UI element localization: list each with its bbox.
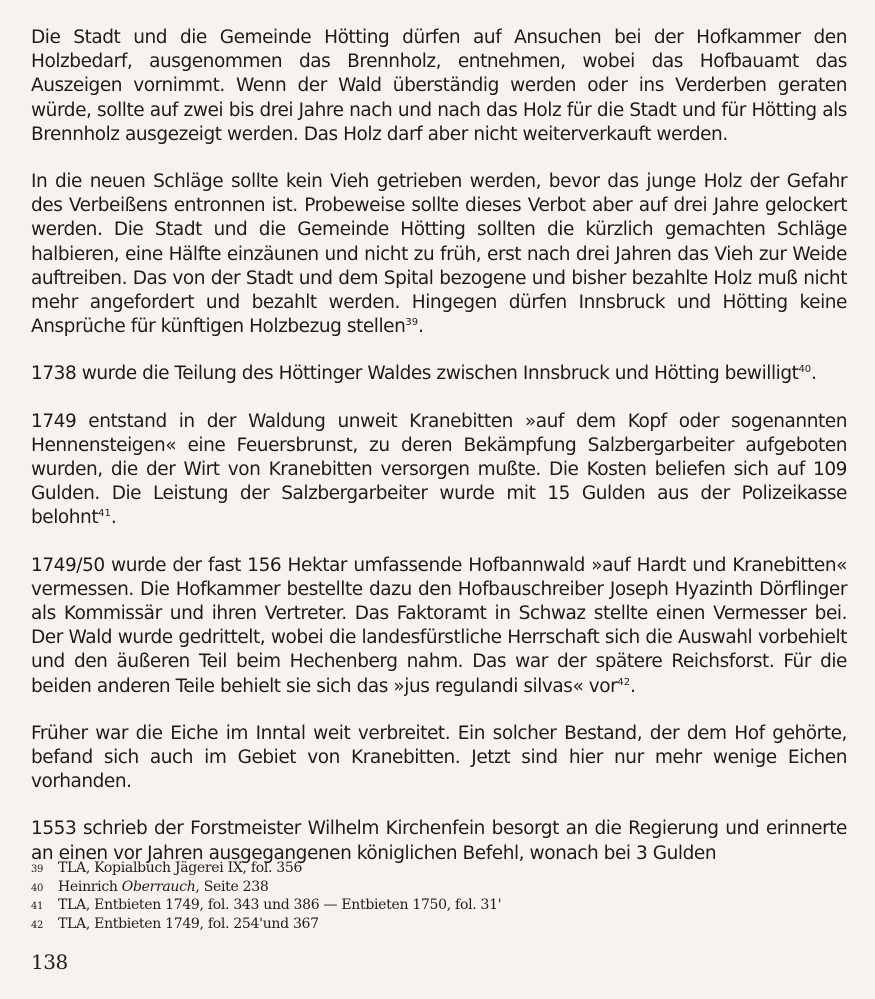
footnote-number: 39 xyxy=(31,864,44,875)
footnote-number: 42 xyxy=(31,919,44,931)
paragraph-tail: . xyxy=(811,363,817,385)
paragraph-text: 1749/50 wurde der fast 156 Hektar umfassende Hofbannwald »auf Hardt und Kranebitten« vermessen. Die Hofkammer bestellte dazu den Hofbauschreiber Joseph Hyazinth Dörflinger als Kommissär und ihren Vertreter. Das Faktoramt in Schwaz stellte einen Vermesser bei. Der Wald wurde gedrittelt, wobei die landesfürstliche Herrschaft sich die Auswahl vorbehielt und den äußeren Teil beim Hechenberg nahm. Das war der spätere Reichsforst. Für die beiden anderen Teile behielt sie sich das »jus regulandi silvas« vor xyxy=(31,554,847,697)
footnote-author: Oberrauch xyxy=(121,878,196,895)
footnote-text xyxy=(58,916,319,934)
footnote-number: 40 xyxy=(31,882,44,894)
paragraph-text: Früher war die Eiche im Inntal weit verbreitet. Ein solcher Bestand, der dem Hof gehörte, befand sich auch im Gebiet von Kranebitten. Jetzt sind hier nur mehr wenige Eichen vorhanden. xyxy=(31,722,847,793)
footnote-ref: 40 xyxy=(798,364,812,376)
paragraph-text: Die Stadt und die Gemeinde Hötting dürfen auf Ansuchen bei der Hofkammer den Holzbedarf, ausgenommen das Brennholz, entnehmen, wobei das Hofbauamt das Auszeigen vornimmt. Wenn der Wald überständig werden oder ins Verderben geraten würde, sollte auf zwei bis drei Jahre nach und nach das Holz für die Stadt und für Hötting als Brennholz ausgezeigt werden. Das Holz darf aber nicht weiterverkauft werden. xyxy=(31,27,847,145)
footnote-text-part: , Seite 238 xyxy=(195,878,269,895)
page-number: 138 xyxy=(31,950,68,974)
footnote-text-part: TLA, Kopialbuch Jägerei IX, fol. 356 xyxy=(58,860,303,876)
footnote-number: 41 xyxy=(31,901,44,912)
footnote-ref: 41 xyxy=(98,508,111,520)
footnote xyxy=(31,916,847,935)
paragraph-tail: . xyxy=(418,316,424,338)
paragraph xyxy=(31,722,847,795)
paragraph xyxy=(31,410,847,531)
footnote-ref: 39 xyxy=(405,317,419,329)
footnote-text-part: Heinrich xyxy=(58,878,122,895)
paragraph-text: In die neuen Schläge sollte kein Vieh getrieben werden, bevor das junge Holz der Gefahr des Verbeißens entronnen ist. Probeweise sollte dieses Verbot aber auf drei Jahre gelockert werden. Die Stadt und die Gemeinde Hötting sollten die kürzlich gemachten Schläge halbieren, eine Hälfte einzäunen und nicht zu früh, erst nach drei Jahren das Vieh zur Weide auftreiben. Das von der Stadt und dem Spital bezogene und bisher bezahlte Holz muß nicht mehr angefordert und bezahlt werden. Hingegen dürfen Innsbruck und Hötting keine Ansprüche für künftigen Holzbezug stellen xyxy=(31,171,847,338)
paragraph-text: 1749 entstand in der Waldung unweit Kranebitten »auf dem Kopf oder sogenannten Hennensteigen« eine Feuersbrunst, zu deren Bekämpfung Salzbergarbeiter aufgeboten wurden, die der Wirt von Kranebitten versorgen mußte. Die Kosten beliefen sich auf 109 Gulden. Die Leistung der Salzbergarbeiter wurde mit 15 Gulden aus der Polizeikasse belohnt xyxy=(31,410,847,529)
paragraph xyxy=(31,362,847,386)
paragraph-text: 1738 wurde die Teilung des Höttinger Waldes zwischen Innsbruck und Hötting bewilligt xyxy=(31,363,799,385)
footnote xyxy=(31,879,847,898)
footnote xyxy=(31,897,847,916)
paragraph xyxy=(31,817,847,865)
paragraph-text: 1553 schrieb der Forstmeister Wilhelm Kirchenfein besorgt an die Regierung und erinnerte an einen vor Jahren ausgegangenen königlichen Befehl, wonach bei 3 Gulden xyxy=(31,818,847,864)
paragraph xyxy=(31,170,847,339)
footnote-text-part: TLA, Entbieten 1749, fol. 254'und 367 xyxy=(58,915,319,932)
footnote-text xyxy=(58,879,268,897)
footnotes xyxy=(31,860,847,934)
body-text xyxy=(31,26,847,889)
paragraph-tail: . xyxy=(630,675,636,697)
footnote-text-part: TLA, Entbieten 1749, fol. 343 und 386 — Entbieten 1750, fol. 31' xyxy=(58,897,502,913)
paragraph-tail: . xyxy=(110,507,117,529)
paragraph xyxy=(31,26,847,147)
paragraph xyxy=(31,554,847,699)
footnote-ref: 42 xyxy=(617,676,631,688)
footnote xyxy=(31,860,847,879)
footnote-text xyxy=(58,897,501,915)
footnote-text xyxy=(58,860,302,878)
